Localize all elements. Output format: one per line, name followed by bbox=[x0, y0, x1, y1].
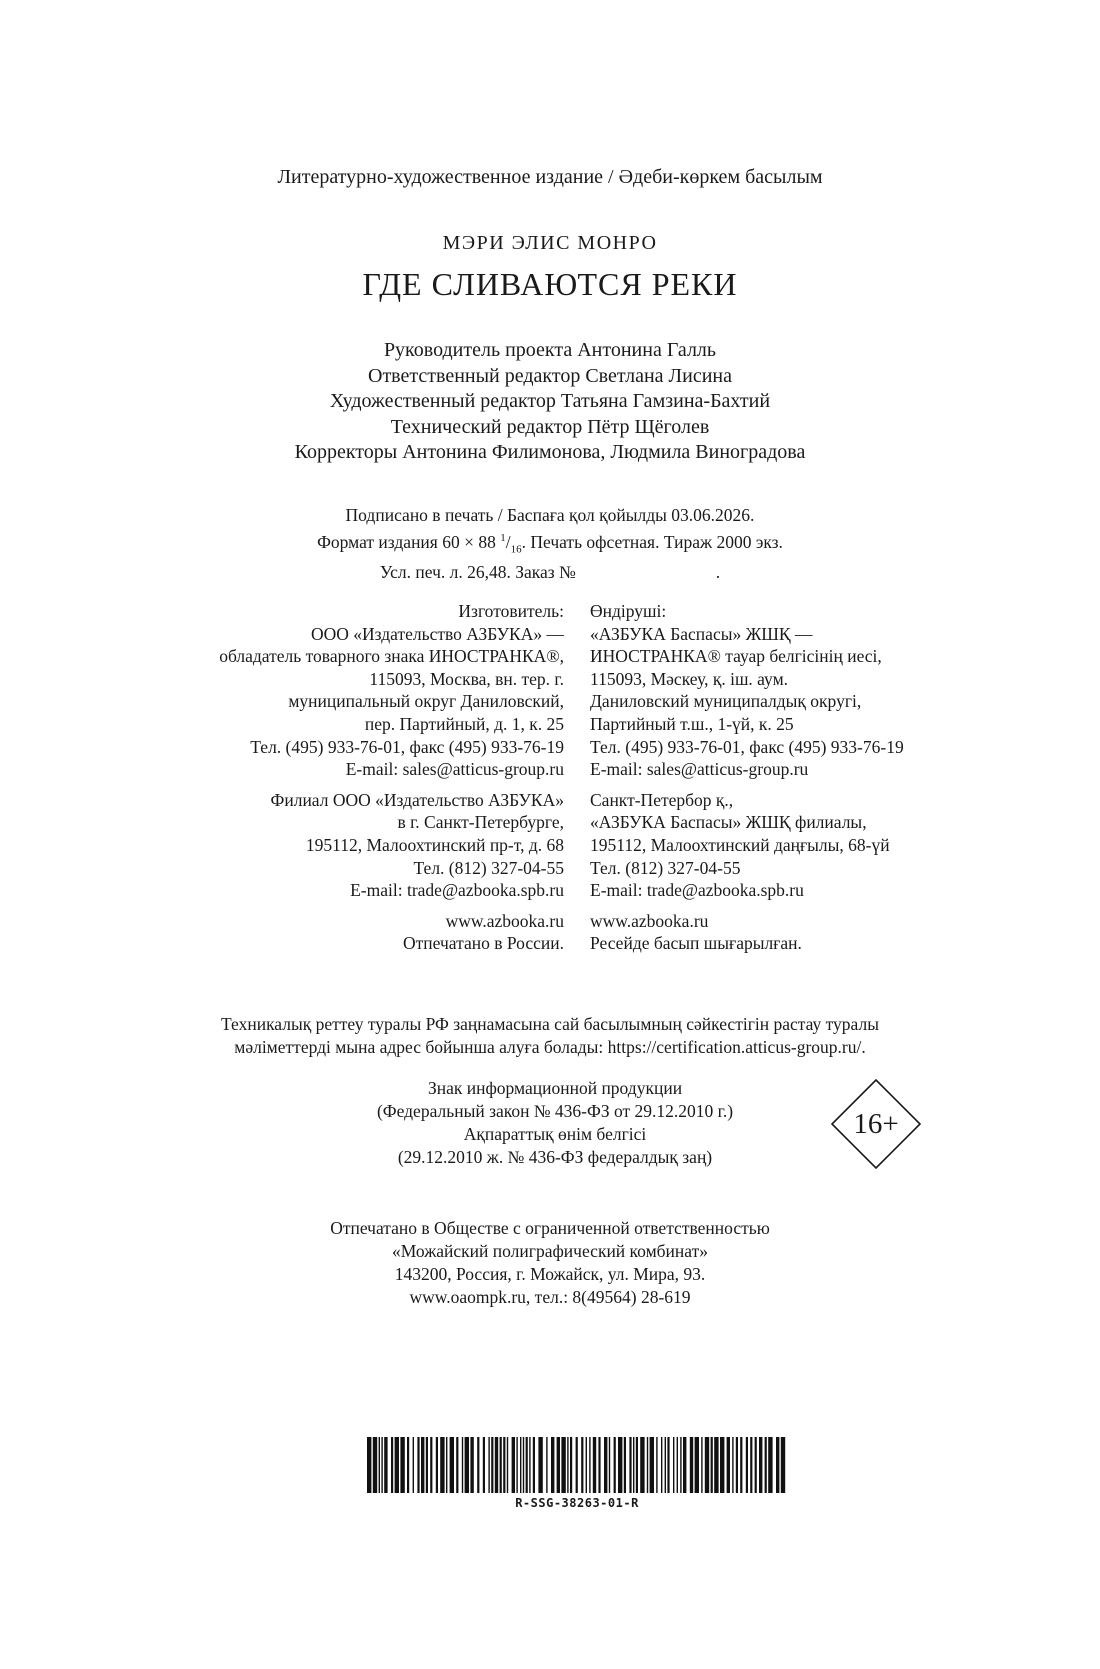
barcode-bar bbox=[400, 1437, 404, 1493]
barcode-bar bbox=[430, 1437, 432, 1493]
printer-line: www.oaompk.ru, тел.: 8(49564) 28-619 bbox=[409, 1287, 691, 1307]
barcode-bar bbox=[581, 1437, 583, 1493]
staff-line: Корректоры Антонина Филимонова, Людмила Виноградова bbox=[294, 441, 806, 463]
branch-phone: Тел. (812) 327-04-55 bbox=[413, 857, 564, 878]
barcode-bar bbox=[636, 1437, 638, 1493]
book-author: МЭРИ ЭЛИС МОНРО bbox=[442, 232, 658, 254]
barcode-text: R-SSG-38263-01-R bbox=[515, 1496, 639, 1510]
barcode-bar bbox=[781, 1437, 785, 1493]
barcode-bar bbox=[413, 1437, 414, 1493]
barcode-bar bbox=[465, 1437, 469, 1493]
barcode-bar bbox=[690, 1437, 693, 1493]
barcode-bar bbox=[633, 1437, 634, 1493]
print-info bbox=[0, 504, 1100, 584]
manufacturer-line: муниципальный округ Даниловский, bbox=[288, 691, 564, 712]
barcode-bar bbox=[705, 1437, 709, 1493]
barcode-bar bbox=[647, 1437, 648, 1493]
info-sign-line: Знак информационной продукции bbox=[427, 1078, 683, 1098]
barcode-bar bbox=[740, 1437, 742, 1493]
barcode bbox=[367, 1437, 787, 1493]
barcode-bar bbox=[373, 1437, 377, 1493]
age-rating-badge bbox=[831, 1079, 921, 1169]
manufacturer-line: 115093, Москва, вн. тер. г. bbox=[369, 668, 564, 689]
manufacturer-line: ИНОСТРАНКА® тауар белгісінің иесі, bbox=[590, 646, 882, 667]
barcode-bar bbox=[523, 1437, 524, 1493]
barcode-bar bbox=[640, 1437, 644, 1493]
barcode-bar bbox=[732, 1437, 733, 1493]
barcode-bar bbox=[680, 1437, 681, 1493]
barcode-bar bbox=[367, 1437, 371, 1493]
branch-line: Санкт-Петербор қ., bbox=[590, 789, 734, 810]
barcode-bar bbox=[381, 1437, 382, 1493]
barcode-bar bbox=[650, 1437, 654, 1493]
kazakh-column bbox=[590, 600, 904, 955]
barcode-bar bbox=[512, 1437, 515, 1493]
manufacturer-line: «АЗБУКА Баспасы» ЖШҚ — bbox=[590, 623, 813, 644]
printed-in: Ресейде басып шығарылған. bbox=[590, 933, 802, 954]
printer-info bbox=[0, 1217, 1100, 1309]
manufacturer-label: Изготовитель: bbox=[458, 601, 564, 621]
barcode-bar bbox=[379, 1437, 380, 1493]
information-product-sign bbox=[340, 1077, 770, 1169]
barcode-bar bbox=[557, 1437, 560, 1493]
barcode-bar bbox=[567, 1437, 568, 1493]
branch-line: 195112, Малоохтинский даңғылы, 68-үй bbox=[590, 834, 890, 855]
barcode-bar bbox=[683, 1437, 686, 1493]
manufacturer-phone: Тел. (495) 933-76-01, факс (495) 933-76-19 bbox=[590, 736, 904, 757]
manufacturer-line: 115093, Мәскеу, қ. іш. аум. bbox=[590, 668, 789, 689]
manufacturer-line: ООО «Издательство АЗБУКА» — bbox=[310, 623, 564, 644]
barcode-bar bbox=[714, 1437, 718, 1493]
barcode-bar bbox=[477, 1437, 479, 1493]
branch-line: в г. Санкт-Петербурге, bbox=[397, 812, 564, 833]
branch-phone: Тел. (812) 327-04-55 bbox=[590, 857, 741, 878]
barcode-bar bbox=[440, 1437, 444, 1493]
barcode-bar bbox=[488, 1437, 489, 1493]
barcode-bar bbox=[776, 1437, 779, 1493]
manufacturer-phone: Тел. (495) 933-76-01, факс (495) 933-76-19 bbox=[250, 736, 564, 757]
printer-line: Отпечатано в Обществе с ограниченной ответственностью bbox=[330, 1218, 770, 1238]
barcode-bar bbox=[500, 1437, 502, 1493]
barcode-bar bbox=[533, 1437, 535, 1493]
barcode-bar bbox=[665, 1437, 666, 1493]
barcode-bar bbox=[526, 1437, 528, 1493]
barcode-bar bbox=[593, 1437, 596, 1493]
barcode-bar bbox=[701, 1437, 702, 1493]
barcode-bar bbox=[417, 1437, 419, 1493]
website: www.azbooka.ru bbox=[445, 910, 564, 931]
book-title: ГДЕ СЛИВАЮТСЯ РЕКИ bbox=[362, 266, 738, 302]
barcode-bar bbox=[746, 1437, 748, 1493]
barcode-bar bbox=[765, 1437, 767, 1493]
website: www.azbooka.ru bbox=[590, 910, 709, 931]
format-numerator: 1 bbox=[500, 532, 506, 544]
barcode-bar bbox=[538, 1437, 542, 1493]
barcode-bar bbox=[456, 1437, 458, 1493]
barcode-bar bbox=[470, 1437, 473, 1493]
format-denominator: 16 bbox=[510, 543, 522, 556]
barcode-bar bbox=[421, 1437, 424, 1493]
barcode-bar bbox=[629, 1437, 631, 1493]
barcode-bar bbox=[711, 1437, 713, 1493]
barcode-bar bbox=[656, 1437, 657, 1493]
barcode-bar bbox=[589, 1437, 590, 1493]
edition-type: Литературно-художественное издание / Әдеби-көркем басылым bbox=[277, 166, 823, 188]
barcode-bar bbox=[695, 1437, 699, 1493]
staff-line: Ответственный редактор Светлана Лисина bbox=[368, 364, 732, 387]
manufacturer-line: Партийный т.ш., 1-үй, к. 25 bbox=[590, 713, 794, 734]
barcode-bar bbox=[426, 1437, 428, 1493]
barcode-bar bbox=[483, 1437, 485, 1493]
branch-line: Филиал ООО «Издательство АЗБУКА» bbox=[270, 789, 564, 810]
barcode-bar bbox=[759, 1437, 762, 1493]
barcode-bar bbox=[516, 1437, 517, 1493]
certification-note bbox=[0, 1013, 1100, 1059]
barcode-bar bbox=[624, 1437, 626, 1493]
signed-date: Подписано в печать / Баспаға қол қойылды 03.06.2026. bbox=[345, 505, 755, 525]
manufacturer-line: обладатель товарного знака ИНОСТРАНКА®, bbox=[219, 646, 564, 667]
barcode-bar bbox=[391, 1437, 393, 1493]
manufacturer-email: E-mail: sales@atticus-group.ru bbox=[590, 759, 809, 780]
barcode-bar bbox=[384, 1437, 387, 1493]
russian-column bbox=[219, 600, 564, 955]
barcode-bar bbox=[529, 1437, 530, 1493]
barcode-bar bbox=[736, 1437, 738, 1493]
info-sign-line: (Федеральный закон № 436-ФЗ от 29.12.2010 г.) bbox=[376, 1101, 734, 1121]
printer-line: 143200, Россия, г. Можайск, ул. Мира, 93. bbox=[394, 1264, 706, 1284]
barcode-bar bbox=[604, 1437, 607, 1493]
barcode-bar bbox=[495, 1437, 498, 1493]
staff-line: Технический редактор Пётр Щёголев bbox=[390, 415, 710, 438]
certification-line: мәліметтерді мына адрес бойынша алуға болады: https://certification.atticus-group.ru/. bbox=[234, 1037, 866, 1057]
manufacturer-email: E-mail: sales@atticus-group.ru bbox=[345, 759, 564, 780]
staff-line: Художественный редактор Татьяна Гамзина-Бахтий bbox=[329, 390, 771, 412]
age-rating-text: 16+ bbox=[853, 1108, 899, 1140]
barcode-bar bbox=[586, 1437, 587, 1493]
barcode-bar bbox=[768, 1437, 772, 1493]
barcode-bar bbox=[720, 1437, 724, 1493]
printer-line: «Можайский полиграфический комбинат» bbox=[392, 1241, 708, 1261]
manufacturer-line: пер. Партийный, д. 1, к. 25 bbox=[364, 713, 564, 734]
certification-line: Техникалық реттеу туралы РФ заңнамасына сай басылымның сәйкестігін растау туралы bbox=[221, 1014, 879, 1034]
format-line: Формат издания 60 × 88 $^1/_{16}$. Печать офсетная. Тираж 2000 экз. bbox=[317, 531, 783, 556]
barcode-bar bbox=[395, 1437, 399, 1493]
barcode-bar bbox=[446, 1437, 447, 1493]
barcode-bar bbox=[561, 1437, 565, 1493]
barcode-bar bbox=[503, 1437, 505, 1493]
sheets-line: Усл. печ. л. 26,48. Заказ № . bbox=[379, 562, 721, 583]
branch-line: 195112, Малоохтинский пр-т, д. 68 bbox=[305, 834, 564, 855]
barcode-bar bbox=[520, 1437, 521, 1493]
barcode-bar bbox=[598, 1437, 600, 1493]
barcode-bar bbox=[667, 1437, 669, 1493]
branch-email: E-mail: trade@azbooka.spb.ru bbox=[590, 880, 804, 901]
barcode-bar bbox=[546, 1437, 547, 1493]
branch-line: «АЗБУКА Баспасы» ЖШҚ филиалы, bbox=[590, 812, 867, 833]
barcode-bar bbox=[727, 1437, 730, 1493]
barcode-bar bbox=[407, 1437, 409, 1493]
info-sign-line: (29.12.2010 ж. № 436-ФЗ федералдық заң) bbox=[397, 1147, 713, 1167]
barcode-bar bbox=[755, 1437, 757, 1493]
barcode-bar bbox=[750, 1437, 752, 1493]
barcode-bar bbox=[614, 1437, 616, 1493]
printed-in: Отпечатано в России. bbox=[403, 933, 564, 954]
info-sign-line: Ақпараттық өнім белгісі bbox=[463, 1124, 647, 1144]
barcode-bar bbox=[450, 1437, 454, 1493]
staff-line: Руководитель проекта Антонина Галль bbox=[383, 339, 717, 361]
barcode-bar bbox=[661, 1437, 662, 1493]
branch-email: E-mail: trade@azbooka.spb.ru bbox=[350, 880, 564, 901]
barcode-bar bbox=[618, 1437, 622, 1493]
barcode-bar bbox=[677, 1437, 678, 1493]
barcode-bar bbox=[551, 1437, 554, 1493]
barcode-bar bbox=[576, 1437, 578, 1493]
barcode-bar bbox=[609, 1437, 610, 1493]
barcode-bar bbox=[462, 1437, 463, 1493]
manufacturer-label: Өндіруші: bbox=[590, 601, 667, 621]
editorial-staff bbox=[0, 338, 1100, 466]
barcode-bar bbox=[507, 1437, 508, 1493]
manufacturer-line: Даниловский муниципалдық округі, bbox=[590, 691, 862, 712]
barcode-bar bbox=[673, 1437, 674, 1493]
barcode-bar bbox=[570, 1437, 572, 1493]
barcode-bar bbox=[491, 1437, 493, 1493]
barcode-bar bbox=[436, 1437, 438, 1493]
